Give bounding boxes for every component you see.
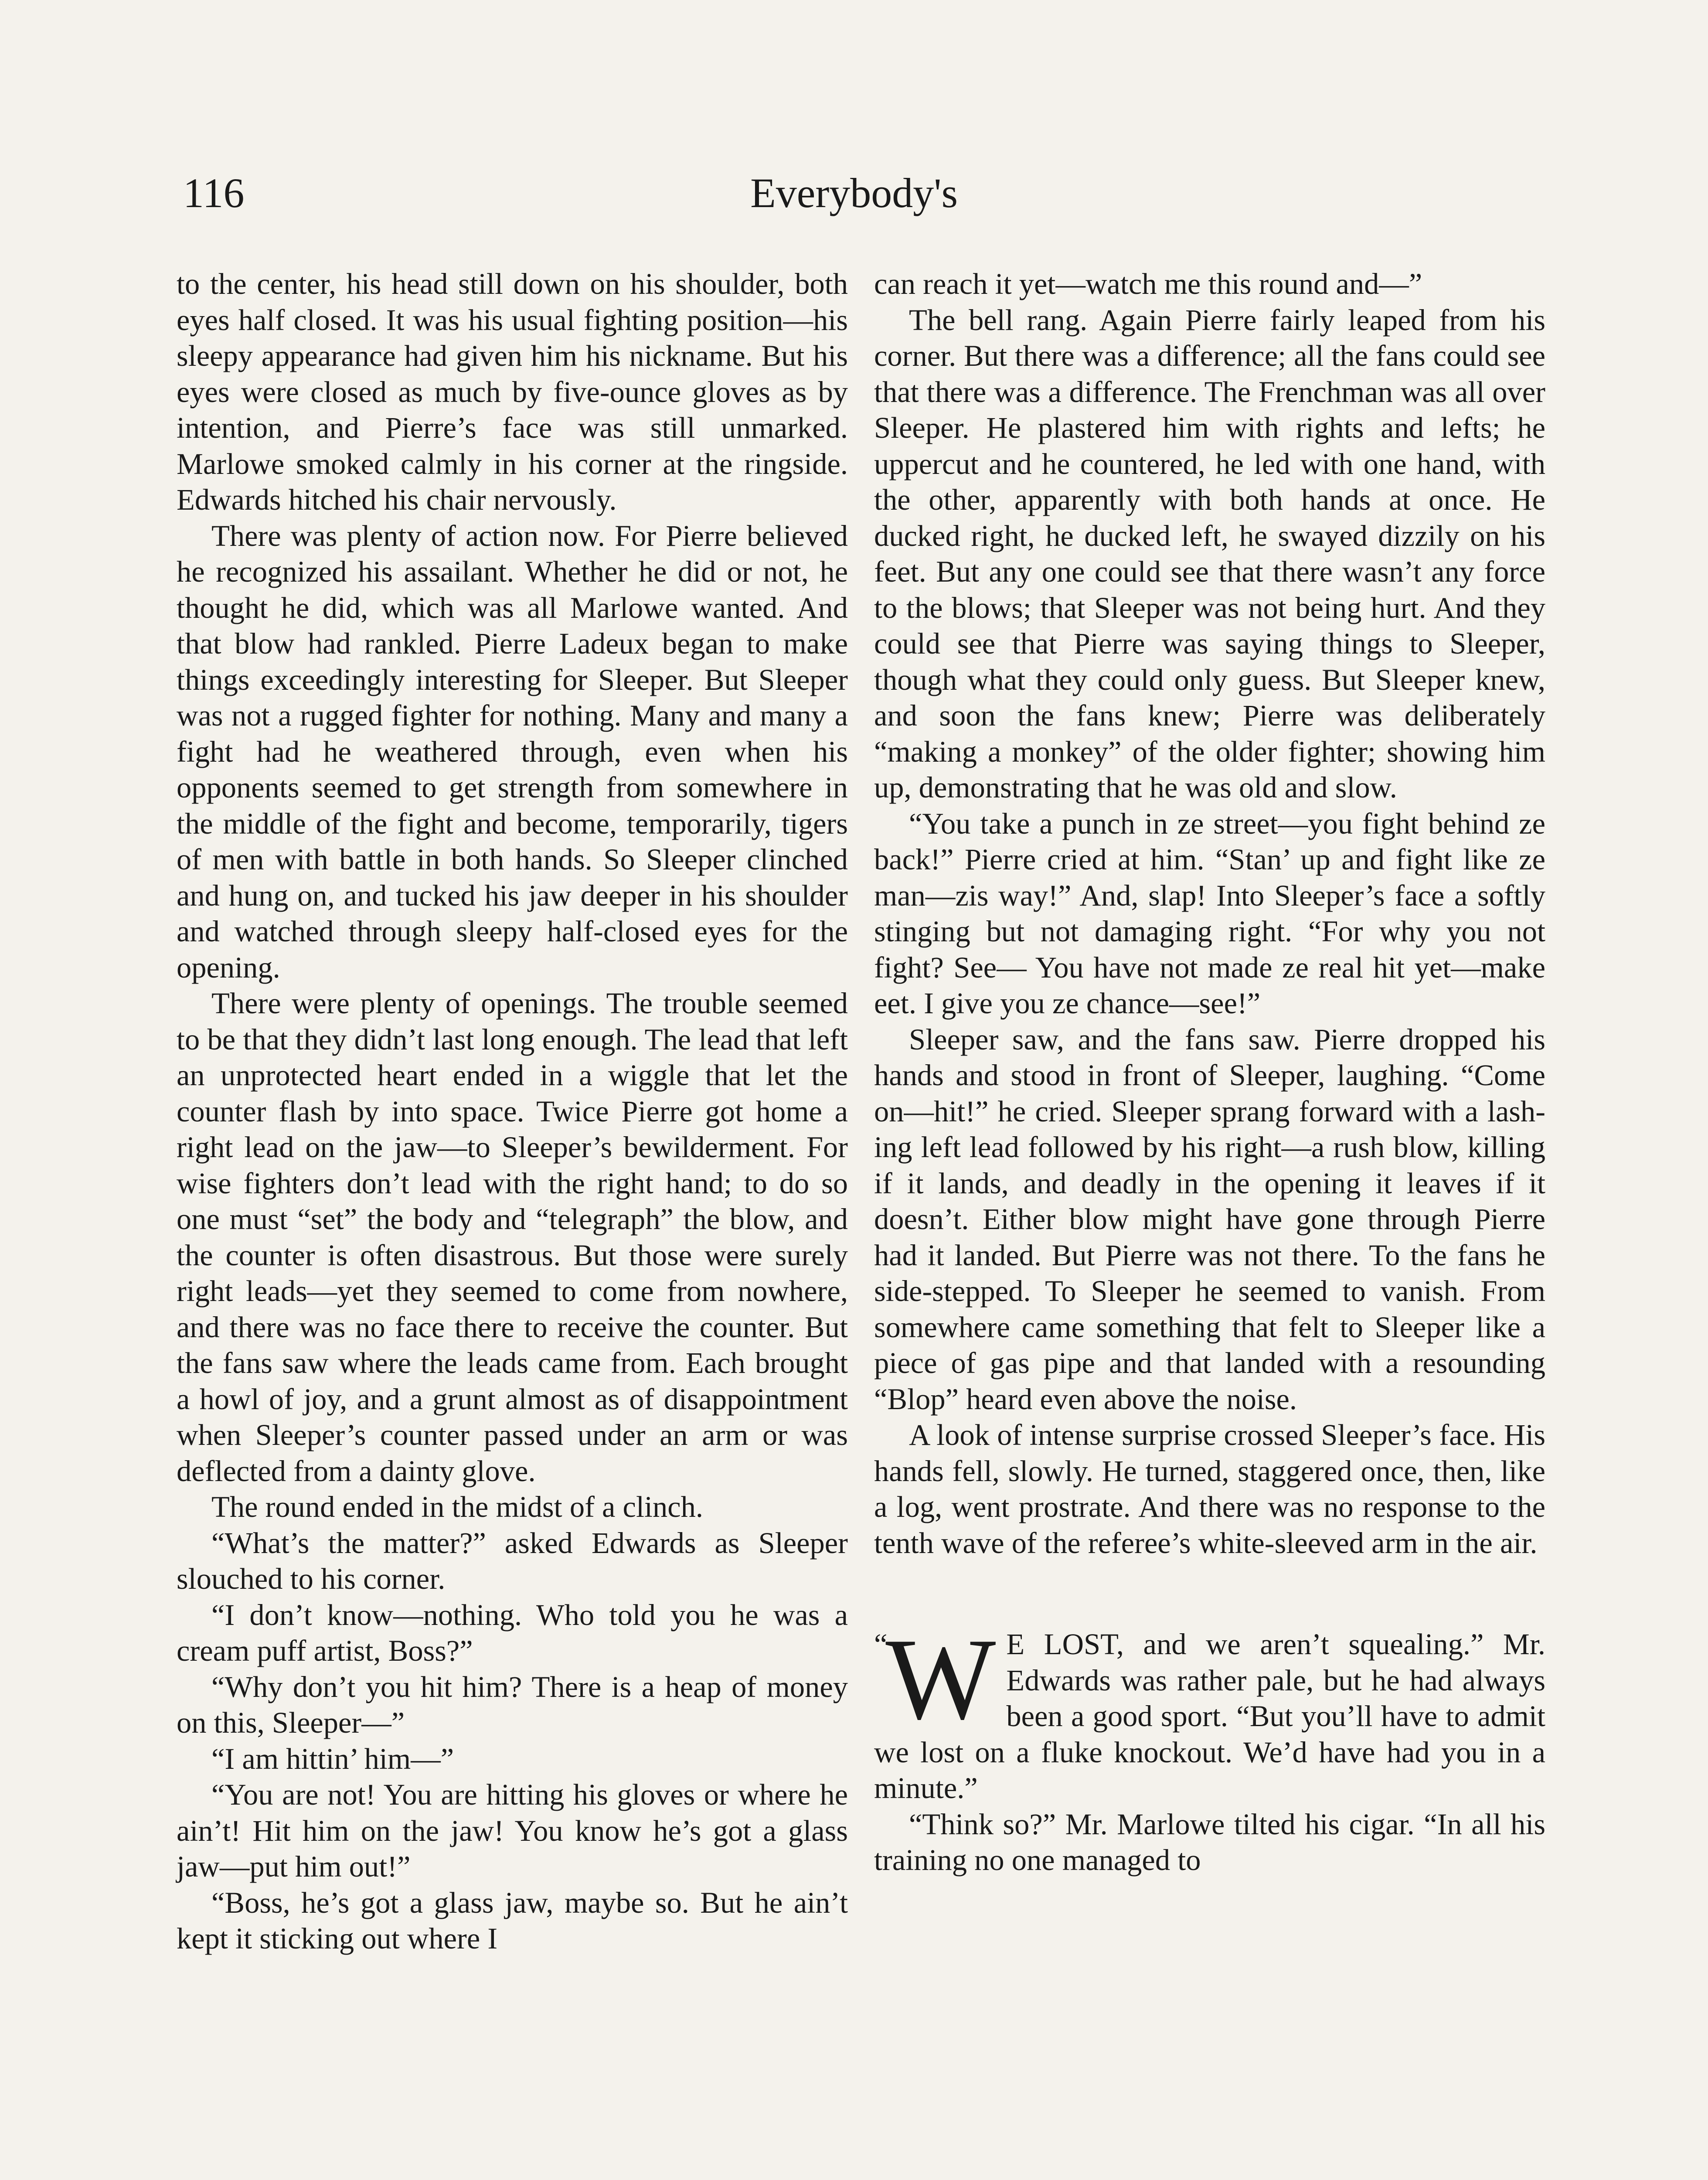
paragraph: to the center, his head still down on his shoulder, both eyes half closed. It was his usual fighting position—his sleepy appearance had given him his nickname. But his eyes were closed as much by five-ounce gloves as by intention, and Pierre’s face was still unmarked. Marlowe smoked calmly in his corner at the ringside. Edwards hitched his chair nervously. — [177, 267, 848, 516]
paragraph: “Think so?” Mr. Marlowe tilted his cigar. “In all his training no one managed to — [874, 1807, 1545, 1877]
paragraph: Sleeper saw, and the fans saw. Pierre dropped his hands and stood in front of Sleeper, laughing. “Come on—hit!” he cried. Sleeper sprang forward with a lashing left lead followed by his right—a rush blow, killing if it lands, and deadly in the opening it leaves if it doesn’t. Either blow might have gone through Pierre had it landed. But Pierre was not there. To the fans he side-stepped. To Sleeper he seemed to vanish. From somewhere came something that felt to Sleeper like a piece of gas pipe and that landed with a resounding “Blop” heard even above the noise. — [874, 1022, 1545, 1416]
running-head: Everybody's — [750, 170, 958, 216]
paragraph: “You take a punch in ze street—you fight behind ze back!” Pierre cried at him. “Stan’ up and fight like ze man—zis way!” And, slap! Into Sleeper’s face a softly stinging but not damaging right. “For why you not fight? See— You have not made ze real hit yet—make eet. I give you ze chance—see!” — [874, 807, 1545, 1020]
dropcap-paragraph-text: E LOST, and we aren’t squealing.” Mr. Edwards was rather pale, but he had always been a good sport. “But you’ll have to admit we lost on a fluke knockout. We’d have had you in a minute.” — [874, 1628, 1545, 1805]
paragraph: A look of intense surprise crossed Sleeper’s face. His hands fell, slowly. He turned, staggered once, then, like a log, went prostrate. And there was no response to the tenth wave of the referee’s white-sleeved arm in the air. — [874, 1418, 1545, 1560]
paragraph: “You are not! You are hitting his gloves or where he ain’t! Hit him on the jaw! You know he’s got a glass jaw—put him out!” — [177, 1778, 848, 1883]
left-column — [177, 266, 848, 1957]
paragraph: There were plenty of openings. The trouble seemed to be that they didn’t last long enough. The lead that left an unprotected heart ended in a wiggle that let the counter flash by into space. Twice Pierre got home a right lead on the jaw—to Sleeper’s bewilderment. For wise fighters don’t lead with the right hand; to do so one must “set” the body and “telegraph” the blow, and the counter is often disastrous. But those were surely right leads—yet they seemed to come from nowhere, and there was no face there to receive the counter. But the fans saw where the leads came from. Each brought a howl of joy, and a grunt almost as of disappointment when Sleeper’s counter passed under an arm or was deflected from a dainty glove. — [177, 987, 848, 1488]
paragraph: “I am hittin’ him—” — [211, 1742, 454, 1775]
paragraph: can reach it yet—watch me this round and—” — [874, 267, 1422, 300]
paragraph: “I don’t know—nothing. Who told you he was a cream puff artist, Boss?” — [177, 1598, 848, 1667]
paragraph: “Boss, he’s got a glass jaw, maybe so. But he ain’t kept it sticking out where I — [177, 1886, 848, 1955]
dropcap-open-quote: “ — [874, 1628, 888, 1661]
paragraph: There was plenty of action now. For Pierre believed he recognized his assailant. Whether he did or not, he thought he did, which was all Marlowe wanted. And that blow had rankled. Pierre Ladeux began to make things exceedingly interesting for Sleeper. But Sleeper was not a rugged fighter for nothing. Many and many a fight had he weathered through, even when his opponents seemed to get strength from somewhere in the middle of the fight and become, temporarily, tigers of men with battle in both hands. So Sleeper clinched and hung on, and tucked his jaw deeper in his shoulder and watched through sleepy half-closed eyes for the opening. — [177, 519, 848, 984]
page-number: 116 — [183, 170, 245, 216]
right-column — [874, 266, 1545, 1878]
dropcap-paragraph — [874, 1614, 1545, 1806]
dropcap-letter: W — [885, 1614, 996, 1744]
paragraph: “What’s the matter?” asked Edwards as Sleeper slouched to his corner. — [177, 1526, 848, 1595]
paragraph: “Why don’t you hit him? There is a heap of money on this, Sleeper—” — [177, 1670, 848, 1739]
paragraph: The round ended in the midst of a clinch. — [211, 1490, 704, 1523]
paragraph: The bell rang. Again Pierre fairly leaped from his corner. But there was a difference; all the fans could see that there was a difference. The Frenchman was all over Sleeper. He plastered him with rights and lefts; he uppercut and he countered, he led with one hand, with the other, apparently with both hands at once. He ducked right, he ducked left, he swayed dizzily on his feet. But any one could see that there wasn’t any force to the blows; that Sleeper was not being hurt. And they could see that Pierre was saying things to Sleeper, though what they could only guess. But Sleeper knew, and soon the fans knew; Pierre was deliberately “making a monkey” of the older fighter; showing him up, demonstrating that he was old and slow. — [874, 303, 1545, 804]
